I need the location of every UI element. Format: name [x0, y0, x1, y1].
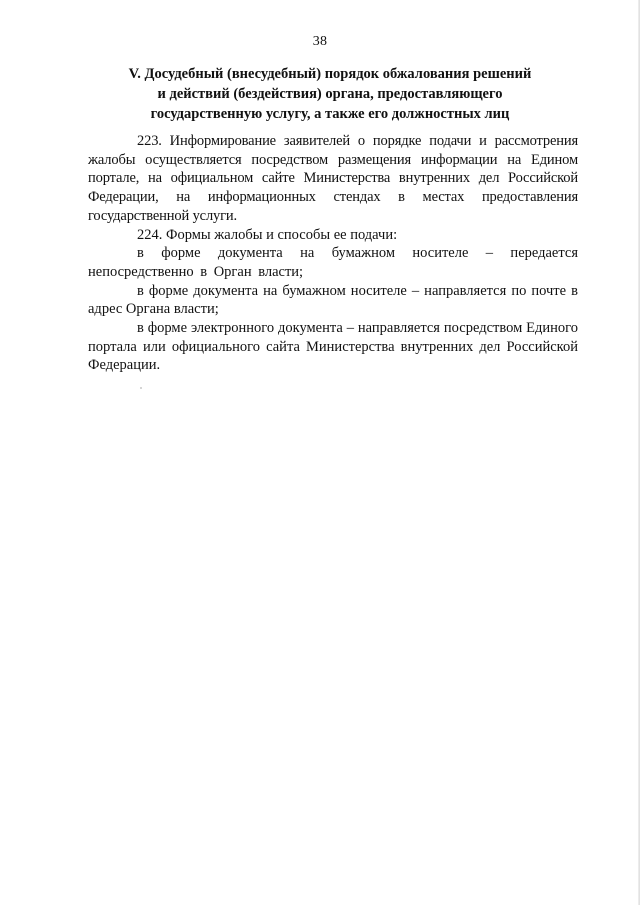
scan-artifact: [140, 387, 142, 389]
paragraph-224: 224. Формы жалобы и способы ее подачи:: [137, 226, 398, 243]
section-heading-line-3: государственную услугу, а также его должностных лиц: [150, 106, 510, 122]
section-heading: [80, 64, 580, 124]
list-item-paper-mail: в форме документа на бумажном носителе – направляется по почте в адрес Органа власти;: [88, 282, 578, 318]
section-heading-line-1: V. Досудебный (внесудебный) порядок обжалования решений: [128, 66, 532, 82]
section-heading-line-2: и действий (бездействия) органа, предоставляющего: [157, 86, 503, 102]
list-item-electronic: в форме электронного документа – направляется посредством Единого портала или официального сайта Министерства внутренних дел Российской Федерации.: [88, 320, 578, 374]
page-number: 38: [312, 34, 328, 49]
body-text: [88, 132, 578, 375]
list-item-paper-direct: в форме документа на бумажном носителе – передается непосредственно в Орган власти;: [88, 245, 578, 280]
paragraph-223: 223. Информирование заявителей о порядке подачи и рассмотрения жалобы осуществляется посредством размещения информации на Едином портале, на официальном сайте Министерства внутренних дел Российской Федерации, на информационных стендах в местах предоставления государственной услуги.: [88, 133, 578, 224]
